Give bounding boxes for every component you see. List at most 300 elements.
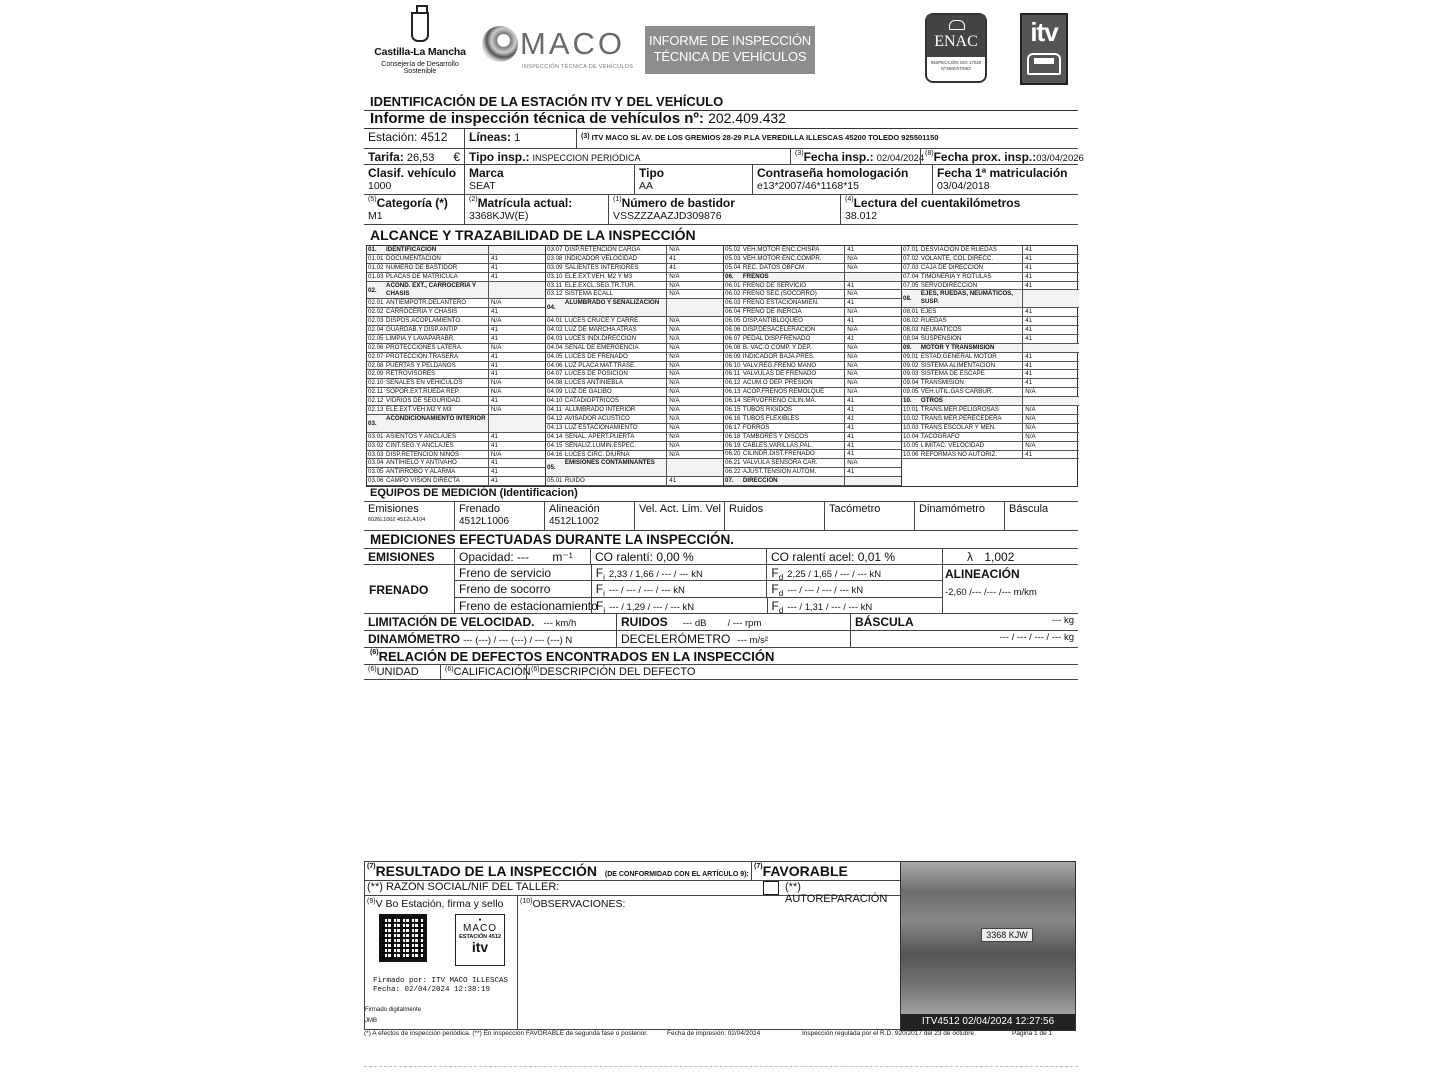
item-result: 41 [488, 442, 545, 450]
scope-item [546, 264, 723, 273]
vehicle-row-1: Clasif. vehículo 1000 Marca SEAT Tipo AA Contraseña homologación e13*2007/46*1168*15 Fecha 1ª matriculación 03/04/2018 [364, 165, 1078, 195]
item-name: SISTEMA DE ESCAPE [920, 370, 985, 378]
item-result: N/A [666, 344, 723, 352]
defects-title: $^{(6)}$RELACIÓN DE DEFECTOS ENCONTRADOS EN LA INSPECCIÓN [370, 649, 775, 664]
item-name: CILINDR.DIST.FRENADO [742, 450, 815, 458]
identification-title: IDENTIFICACIÓN DE LA ESTACIÓN ITV Y DEL VEHÍCULO [370, 94, 724, 109]
item-code: 03. [368, 419, 377, 427]
report-number: 202.409.432 [708, 110, 786, 126]
item-code: 06.14 [725, 397, 741, 405]
item-code: 04.14 [547, 432, 563, 440]
equipment-label: Ruidos [729, 503, 764, 515]
item-code: 02.04 [368, 326, 384, 334]
scope-section-header [724, 273, 901, 282]
item-result: N/A [844, 379, 901, 387]
item-code: 05. [547, 464, 556, 472]
item-code: 06.12 [725, 379, 741, 387]
item-name: SALIENTES INTERIORES [564, 263, 639, 271]
scope-item [902, 442, 1079, 451]
item-result: N/A [666, 451, 723, 459]
item-name: AJUST.TENSION AUTOM. [742, 468, 817, 476]
equipment-cell [454, 502, 544, 530]
dyno-row: DINAMÓMETRO --- (---) / --- (---) / --- (---) N DECELERÓMETRO --- m/s² --- / --- / --- / --- kg [364, 631, 1078, 648]
scope-item [902, 308, 1079, 317]
scope-item [902, 246, 1079, 255]
item-result: 41 [844, 406, 901, 414]
item-code: 04. [547, 304, 556, 312]
scope-item [724, 433, 901, 442]
qr-code [379, 914, 427, 962]
item-code: 09.02 [903, 361, 919, 369]
item-name: TIMONERIA Y ROTULAS [920, 272, 992, 280]
scope-item [367, 406, 545, 415]
equipment-cell [724, 502, 824, 530]
item-code: 04.15 [547, 441, 563, 449]
scope-item [367, 459, 545, 468]
car-icon [1027, 53, 1061, 75]
item-code: 03.01 [368, 432, 384, 440]
scope-item [724, 246, 901, 255]
item-code: 06.20 [725, 450, 741, 458]
vehicle-row-2: $^{(5)}$Categoría (*) M1 $^{(2)}$Matrícula actual: 3368KJW(E) $^{(1)}$Número de bastidor VSSZZZAAZJD309876 $^{(4)}$Lectura del cuentakilómetros 38.012 [364, 195, 1078, 225]
item-name: SISTEMA ECALL [564, 290, 614, 298]
vehicle-photo [900, 861, 1076, 1031]
item-code: 06.06 [725, 326, 741, 334]
item-code: 07.05 [903, 281, 919, 289]
item-result: 41 [844, 299, 901, 307]
vehicle-type: AA [639, 180, 654, 192]
item-name: CARROCERIA Y CHASIS [386, 308, 458, 316]
item-result: N/A [844, 308, 901, 316]
scope-item [367, 433, 545, 442]
item-result: 41 [844, 415, 901, 423]
item-result: N/A [666, 335, 723, 343]
item-code: 02.09 [368, 370, 384, 378]
item-code: 04.10 [547, 397, 563, 405]
item-name: ANTIRROBO Y ALARMA [386, 468, 456, 476]
scope-item [724, 406, 901, 415]
first-registration-date: 03/04/2018 [937, 180, 990, 192]
scope-item [546, 370, 723, 379]
tariff-row: Tarifa: 26,53 € Tipo insp.: INSPECCION PERIODICA $^{(3)}$Fecha insp.: 02/04/2024 $^{(8)}$Fecha prox. insp.:03/04/2026 [364, 149, 1078, 165]
item-result [666, 459, 723, 476]
item-name: SEÑAL. APERT.PUERTA [564, 432, 635, 440]
item-code: 01.01 [368, 254, 384, 262]
scope-item [902, 451, 1079, 460]
scope-item [724, 442, 901, 451]
item-code: 06.02 [725, 290, 741, 298]
scale-value-1: --- kg [1051, 615, 1074, 626]
brake-name: Freno de socorro [459, 582, 551, 597]
equipment-id: 6026L1002 4512LA104 [368, 517, 426, 523]
item-code: 02.02 [368, 308, 384, 316]
item-code: 02.05 [368, 334, 384, 342]
item-result: N/A [666, 442, 723, 450]
scope-section-header [367, 246, 545, 255]
speed-limit-value: --- km/h [543, 618, 577, 629]
item-result: 41 [1022, 273, 1079, 281]
scope-item [902, 264, 1079, 273]
brake-force-left: $F_i$ --- / 1,29 / --- / --- kN [591, 598, 767, 614]
workshop-label: (**) RAZON SOCIAL/NIF DEL TALLER: [367, 881, 560, 893]
scope-item [902, 415, 1079, 424]
item-code: 06.22 [725, 468, 741, 476]
item-code: 04.04 [547, 343, 563, 351]
dyno-value: --- (---) / --- (---) / --- (---) N [463, 635, 573, 646]
brake-force-right: $F_d$ --- / --- / --- / --- kN [766, 581, 942, 596]
item-result: N/A [488, 451, 545, 459]
item-name: ALUMBRADO Y SEÑALIZACIÓN [564, 299, 660, 307]
item-name: IDENTIFICACIÓN [386, 246, 437, 253]
item-name: FRENO ESTACIONAMIEN. [742, 299, 819, 307]
item-name: DISP.RETENCION CARGA [564, 246, 641, 253]
scope-item [724, 370, 901, 379]
item-result: N/A [666, 326, 723, 334]
item-result: 41 [488, 335, 545, 343]
item-name: CATADIOPTRICOS [564, 397, 619, 405]
item-name: DISP.RETENCION NIÑOS [386, 450, 460, 458]
scope-item [546, 433, 723, 442]
item-name: EJES [920, 308, 937, 316]
item-name: LUZ ESTACIONAMIENTO [564, 423, 638, 431]
scope-item [902, 255, 1079, 264]
brake-name: Freno de estacionamiento [459, 598, 598, 613]
scope-item [546, 424, 723, 433]
scope-item [546, 255, 723, 264]
scope-item [546, 353, 723, 362]
item-name: REC. DATOS OBFCM [742, 263, 805, 271]
item-code: 07.01 [903, 246, 919, 253]
item-name: ELE.EXT.VEH. M2 Y M3 [564, 272, 633, 280]
item-name: VALV.REG.FRENO MANO [742, 361, 817, 369]
item-name: RUEDAS [920, 317, 947, 325]
item-result: N/A [666, 282, 723, 290]
item-result: 41 [844, 424, 901, 432]
item-code: 04.01 [547, 317, 563, 325]
item-result [844, 477, 901, 485]
item-code: 05.04 [725, 263, 741, 271]
scope-section-header [546, 299, 723, 317]
scope-item [902, 433, 1079, 442]
item-result: 41 [1022, 264, 1079, 272]
item-name: ESTAD.GENERAL MOTOR [920, 352, 997, 360]
footer-regulation: Inspección regulada por el R.D. 920/2017 del 23 de octubre. [802, 1030, 976, 1037]
item-code: 03.03 [368, 450, 384, 458]
item-code: 10. [903, 397, 912, 405]
item-name: EMISIONES CONTAMINANTES [564, 459, 655, 467]
scope-section-header [902, 290, 1079, 308]
item-result [666, 299, 723, 316]
scope-item [902, 424, 1079, 433]
item-code: 04.11 [547, 406, 563, 414]
scope-item [902, 282, 1079, 291]
item-result: N/A [1022, 406, 1079, 414]
item-name: PEDAL DISP.FRENADO [742, 334, 811, 342]
item-result: N/A [1022, 433, 1079, 441]
item-name: SEÑAL DE EMERGENCIA [564, 343, 639, 351]
item-result: N/A [844, 362, 901, 370]
item-code: 06.05 [725, 317, 741, 325]
item-code: 03.11 [547, 281, 563, 289]
item-name: ALUMBRADO INTERIOR [564, 406, 636, 414]
castilla-la-mancha-logo: Castilla-La Mancha Consejería de Desarrollo Sostenible [364, 12, 476, 75]
item-code: 06.15 [725, 406, 741, 414]
item-code: 10.06 [903, 450, 919, 458]
item-name: GUARDAB.Y DISP.ANTIP [386, 326, 458, 334]
item-name: ELE.EXCL.SEG.TR.TUR. [564, 281, 636, 289]
self-repair-checkbox[interactable] [763, 881, 779, 895]
item-result [488, 282, 545, 299]
speed-noise-row: LIMITACIÓN DE VELOCIDAD. --- km/h RUIDOS --- dB / --- rpm BÁSCULA --- kg [364, 614, 1078, 631]
crown-icon [949, 20, 965, 30]
item-name: FORROS [742, 423, 770, 431]
item-name: ACONDICIONAMIENTO INTERIOR [386, 414, 486, 422]
item-code: 03.06 [368, 477, 384, 485]
scope-item [546, 442, 723, 451]
item-result: 41 [844, 246, 901, 254]
scope-item [724, 468, 901, 477]
homologation-code: e13*2007/46*1168*15 [757, 180, 859, 192]
item-result: N/A [1022, 424, 1079, 432]
scope-item [546, 344, 723, 353]
item-code: 05.03 [725, 254, 741, 262]
item-result: 41 [844, 442, 901, 450]
item-result: 41 [844, 282, 901, 290]
item-code: 10.05 [903, 441, 919, 449]
brake-force-right: $F_d$ 2,25 / 1,65 / --- / --- kN [766, 565, 942, 580]
item-result: 41 [844, 397, 901, 405]
item-name: DIRECCIÓN [742, 477, 778, 485]
item-code: 10.01 [903, 406, 919, 414]
scope-item [367, 468, 545, 477]
scope-column [367, 246, 545, 486]
item-code: 06.21 [725, 459, 741, 467]
scope-item [724, 308, 901, 317]
item-result: 41 [488, 255, 545, 263]
enac-logo: ENAC INSPECCIÓN ISO 17020 Nº35/EI/IT/053 [925, 13, 987, 83]
item-result: N/A [666, 362, 723, 370]
item-result: 41 [1022, 335, 1079, 343]
station-row: Estación: 4512 Líneas: 1 (3) ITV MACO SL AV. DE LOS GREMIOS 28-29 P.LA VEREDILLA ILLESCAS 45200 TOLEDO 925501150 [364, 129, 1078, 149]
footer-page: Página 1 de 1 [1012, 1030, 1053, 1037]
item-code: 07.04 [903, 272, 919, 280]
lines-value: 1 [514, 132, 521, 144]
scope-item [724, 317, 901, 326]
item-name: VOLANTE, COL.DIRECC. [920, 254, 994, 262]
inspection-scope-grid [366, 245, 1078, 487]
defects-header-row: $^{(6)}$UNIDAD $^{(6)}$CALIFICACIÓN $^{(6)}$DESCRIPCIÓN DEL DEFECTO [364, 664, 1078, 680]
brake-force-left: $F_i$ 2,33 / 1,66 / --- / --- kN [591, 565, 767, 580]
item-result: 41 [1022, 379, 1079, 387]
scope-item [724, 459, 901, 468]
scope-item [546, 335, 723, 344]
item-name: DESVIACION DE RUEDAS [920, 246, 997, 253]
item-code: 04.16 [547, 450, 563, 458]
item-result [844, 273, 901, 281]
item-code: 06.17 [725, 423, 741, 431]
item-code: 04.13 [547, 423, 563, 431]
item-code: 03.04 [368, 459, 384, 467]
item-result: N/A [666, 415, 723, 423]
item-result: 41 [1022, 326, 1079, 334]
item-code: 03.05 [368, 468, 384, 476]
brake-force-left: $F_i$ --- / --- / --- / --- kN [591, 581, 767, 596]
item-result: N/A [488, 344, 545, 352]
item-result: N/A [666, 406, 723, 414]
vehicle-classification: 1000 [368, 180, 392, 192]
item-code: 09.05 [903, 388, 919, 396]
scope-item [546, 477, 723, 486]
scope-item [367, 370, 545, 379]
item-code: 02.07 [368, 352, 384, 360]
scope-item [367, 442, 545, 451]
item-result: 41 [488, 353, 545, 361]
item-result [1022, 397, 1079, 405]
item-code: 02.06 [368, 343, 384, 351]
item-name: RUIDO [564, 477, 585, 485]
scope-section-header [367, 282, 545, 300]
inspection-report [362, 0, 1084, 1080]
item-name: PUERTAS Y PELDAÑOS [386, 361, 456, 369]
item-name: ANTIEMPOTR.DELANTERO [386, 299, 467, 307]
scope-item [724, 264, 901, 273]
scope-section-header [367, 415, 545, 433]
item-result: N/A [1022, 415, 1079, 423]
item-result: N/A [844, 388, 901, 396]
scope-item [546, 317, 723, 326]
item-name: ACUM.O DEP. PRESION [742, 379, 813, 387]
item-code: 06.11 [725, 370, 741, 378]
measurements-title: MEDICIONES EFECTUADAS DURANTE LA INSPECCIÓN. [370, 532, 735, 547]
item-code: 09.01 [903, 352, 919, 360]
item-code: 04.07 [547, 370, 563, 378]
item-name: VALVULA SENSORA CAR. [742, 459, 818, 467]
item-code: 03.08 [547, 254, 563, 262]
vehicle-brand: SEAT [469, 180, 496, 192]
item-name: NEUMATICOS [920, 326, 962, 334]
scope-item [902, 317, 1079, 326]
equipment-label: Emisiones [368, 503, 419, 515]
item-result: N/A [666, 273, 723, 281]
item-result: N/A [844, 459, 901, 467]
item-name: LUCES DE POSICION [564, 370, 628, 378]
item-code: 07.03 [903, 263, 919, 271]
scope-item [546, 388, 723, 397]
scope-item [546, 282, 723, 291]
footer-print-date: Fecha de impresión: 02/04/2024 [667, 1030, 761, 1037]
equipment-cell [364, 502, 454, 530]
item-result: 41 [666, 477, 723, 485]
item-code: 06.10 [725, 361, 741, 369]
item-name: EJES, RUEDAS, NEUMÁTICOS, SUSP. [920, 290, 1014, 306]
item-name: RETROVISORES [386, 370, 436, 378]
item-name: TAMBORES Y DISCOS [742, 432, 809, 440]
item-result: N/A [488, 379, 545, 387]
item-name: B. VAC.O COMP. Y DEP. [742, 343, 812, 351]
alignment-value: -2,60 /--- /--- /--- m/km [945, 587, 1037, 598]
item-name: LUZ PLACA MAT.TRASE. [564, 361, 636, 369]
item-result [488, 415, 545, 432]
item-result: N/A [666, 353, 723, 361]
item-name: DISPOS.ACOPLAMIENTO [386, 317, 461, 325]
item-result: 41 [1022, 246, 1079, 254]
item-result: N/A [488, 388, 545, 396]
scope-item [902, 388, 1079, 397]
scope-item [367, 273, 545, 282]
item-code: 10.02 [903, 414, 919, 422]
item-result: 41 [488, 459, 545, 467]
signature-text: Firmado por: ITV MACO ILLESCAS Fecha: 02/04/2024 12:38:19 [373, 977, 509, 994]
equipment-label: Frenado [459, 503, 500, 515]
decelerometer-value: --- m/s² [737, 635, 769, 646]
item-name: LIMPIA Y LAVAPARABR. [386, 334, 455, 342]
item-code: 02.10 [368, 379, 384, 387]
equipment-label: Tacómetro [829, 503, 881, 515]
scope-item [367, 326, 545, 335]
item-code: 03.10 [547, 272, 563, 280]
station-stamp: ● MACO ESTACIÓN 4512 itv [455, 914, 505, 966]
item-code: 09.04 [903, 379, 919, 387]
scope-section-header [724, 477, 901, 486]
item-code: 01.02 [368, 263, 384, 271]
item-name: VIDRIOS DE SEGURIDAD [386, 397, 461, 405]
scope-item [902, 370, 1079, 379]
equipment-cell [914, 502, 1004, 530]
item-name: MOTOR Y TRANSMISIÓN [920, 343, 995, 351]
item-name: FRENOS [742, 272, 769, 280]
item-code: 06.13 [725, 388, 741, 396]
item-name: DOCUMENTACION [386, 254, 441, 262]
item-name: CINT.SEG.Y ANCLAJES [386, 441, 454, 449]
item-result: N/A [844, 344, 901, 352]
equipment-label: Vel. Act. Lim. Vel [639, 503, 721, 515]
observations-box: $^{(10)}$OBSERVACIONES: [518, 896, 900, 1030]
item-result: 41 [1022, 317, 1079, 325]
scope-item [546, 397, 723, 406]
item-result: 41 [1022, 255, 1079, 263]
item-name: SEÑALIZ.LUMIN.ESPEC. [564, 441, 637, 449]
scope-item [724, 450, 901, 459]
item-name: SERVODIRECCION [920, 281, 978, 289]
item-name: LUCES ANTINIEBLA [564, 379, 624, 387]
scope-item [724, 379, 901, 388]
item-code: 04.05 [547, 352, 563, 360]
scope-item [902, 406, 1079, 415]
inspection-date: 02/04/2024 [876, 153, 925, 164]
vin-number: VSSZZZAAZJD309876 [613, 210, 722, 222]
scope-item [546, 273, 723, 282]
item-result [1022, 344, 1079, 352]
item-code: 04.03 [547, 334, 563, 342]
divider [364, 1066, 1078, 1067]
maco-logo: MACO INSPECCIÓN TÉCNICA DE VEHÍCULOS [480, 22, 640, 72]
item-result: 41 [666, 264, 723, 272]
scope-item [367, 299, 545, 308]
scope-item [724, 335, 901, 344]
item-code: 10.03 [903, 423, 919, 431]
scope-item [367, 344, 545, 353]
item-result: 41 [488, 362, 545, 370]
item-result: 41 [1022, 282, 1079, 290]
item-result: N/A [666, 424, 723, 432]
item-name: VEH.MOTOR ENC.COMPR. [742, 254, 822, 262]
item-code: 05.02 [725, 246, 741, 253]
item-name: PROTECCION TRASERA [386, 352, 459, 360]
item-name: LUCES DE FRENADO [564, 352, 628, 360]
item-result: N/A [666, 388, 723, 396]
item-code: 04.02 [547, 326, 563, 334]
item-result: N/A [844, 326, 901, 334]
